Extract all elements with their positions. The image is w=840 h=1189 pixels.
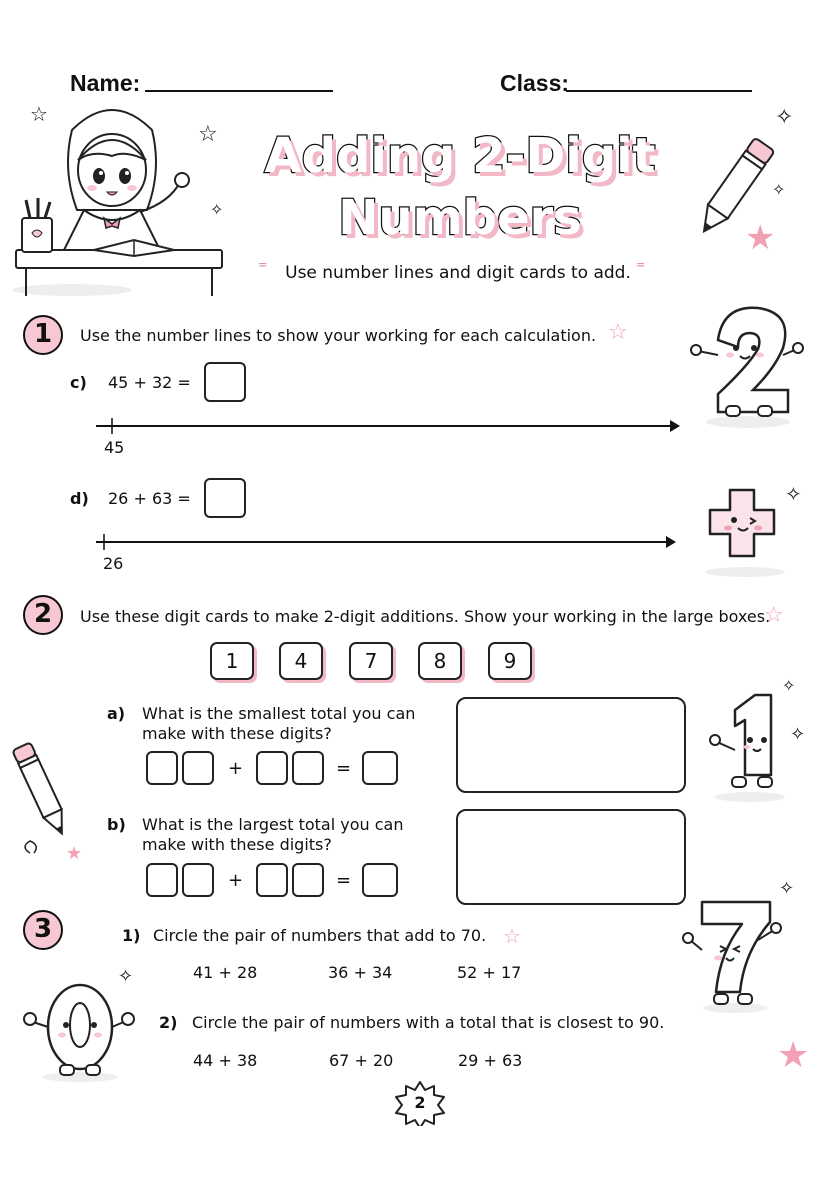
q3-option[interactable]: 41 + 28 — [193, 963, 258, 982]
sparkle-icon: ✧ — [118, 966, 134, 987]
q3-part-text: Circle the pair of numbers that add to 70. — [153, 926, 487, 945]
q3-option[interactable]: 44 + 38 — [193, 1051, 258, 1070]
number-line[interactable] — [92, 414, 682, 438]
q2-part-label: b) — [107, 815, 126, 834]
sparkle-icon: ✧ — [210, 200, 224, 219]
class-label: Class: — [500, 70, 570, 96]
pencil-icon — [10, 735, 80, 860]
name-field[interactable] — [145, 90, 333, 92]
star-icon: ☆ — [608, 320, 628, 345]
digit-box[interactable] — [182, 863, 214, 897]
digit-card[interactable]: 1 — [210, 642, 254, 680]
working-box[interactable] — [456, 809, 686, 905]
digit-box[interactable] — [146, 863, 178, 897]
digit-card[interactable]: 7 — [349, 642, 393, 680]
page-title-line2: Numbers — [338, 190, 582, 246]
sparkle-icon: ✧ — [772, 180, 786, 199]
digit-box[interactable] — [292, 863, 324, 897]
q2-part-label: a) — [107, 704, 126, 723]
q2-part-question-line2: make with these digits? — [142, 724, 332, 743]
name-label: Name: — [70, 70, 141, 96]
working-box[interactable] — [456, 697, 686, 793]
number-zero-character — [18, 975, 138, 1085]
number-seven-character — [680, 890, 790, 1015]
q3-option[interactable]: 36 + 34 — [328, 963, 393, 982]
number-line-start-label: 45 — [104, 438, 125, 457]
plus-sign: + — [228, 870, 244, 891]
plus-character — [690, 480, 800, 580]
subtitle: Use number lines and digit cards to add. — [285, 263, 631, 283]
star-pink-icon: ★ — [745, 218, 776, 258]
q2-part-question-line1: What is the smallest total you can — [142, 704, 416, 723]
digit-card[interactable]: 9 — [488, 642, 532, 680]
q1-item-expression: 45 + 32 = — [108, 373, 191, 392]
page-title-line1: Adding 2-Digit — [264, 128, 656, 184]
digit-box[interactable] — [256, 751, 288, 785]
plus-sign: + — [228, 758, 244, 779]
sparkle-icon: ✧ — [779, 878, 795, 899]
q1-answer-box[interactable] — [204, 478, 246, 518]
digit-box[interactable] — [362, 863, 398, 897]
q1-item-expression: 26 + 63 = — [108, 489, 191, 508]
q2-part-question-line1: What is the largest total you can — [142, 815, 404, 834]
q3-option[interactable]: 29 + 63 — [458, 1051, 523, 1070]
q1-item-label: d) — [70, 489, 89, 508]
question-1-instruction: Use the number lines to show your working for each calculation. — [80, 326, 597, 345]
q3-part-text: Circle the pair of numbers with a total that is closest to 90. — [192, 1013, 665, 1032]
q2-part-question-line2: make with these digits? — [142, 835, 332, 854]
question-1-badge: 1 — [23, 315, 63, 355]
star-pink-icon: ★ — [66, 843, 83, 864]
sparkle-icon: ✧ — [790, 724, 806, 745]
number-two-character — [688, 300, 808, 430]
sparkle-icon: ✧ — [775, 105, 794, 130]
star-icon: ☆ — [503, 924, 521, 948]
digit-box[interactable] — [292, 751, 324, 785]
equals-sign: = — [336, 870, 352, 891]
digit-box[interactable] — [146, 751, 178, 785]
number-line[interactable] — [92, 530, 682, 554]
q3-part-label: 2) — [159, 1013, 178, 1032]
digit-card[interactable]: 4 — [279, 642, 323, 680]
equals-sign: = — [336, 758, 352, 779]
digit-box[interactable] — [182, 751, 214, 785]
subtitle-deco-right: ⁼ — [636, 258, 646, 279]
star-icon: ☆ — [198, 122, 218, 147]
number-one-character — [700, 685, 800, 805]
digit-box[interactable] — [362, 751, 398, 785]
q1-item-label: c) — [70, 373, 87, 392]
q3-option[interactable]: 67 + 20 — [329, 1051, 394, 1070]
star-icon: ☆ — [764, 603, 784, 628]
question-2-instruction: Use these digit cards to make 2-digit additions. Show your working in the large boxes. — [80, 607, 771, 626]
digit-card[interactable]: 8 — [418, 642, 462, 680]
star-icon: ☆ — [30, 102, 48, 126]
digit-box[interactable] — [256, 863, 288, 897]
q3-part-label: 1) — [122, 926, 141, 945]
star-pink-icon: ★ — [777, 1035, 810, 1076]
sparkle-icon: ✧ — [785, 482, 802, 506]
q3-option[interactable]: 52 + 17 — [457, 963, 522, 982]
question-2-badge: 2 — [23, 595, 63, 635]
subtitle-deco-left: ⁼ — [258, 258, 268, 279]
q1-answer-box[interactable] — [204, 362, 246, 402]
girl-reading-illustration — [12, 100, 227, 300]
sparkle-icon: ✧ — [782, 676, 796, 695]
question-3-badge: 3 — [23, 910, 63, 950]
number-line-start-label: 26 — [103, 554, 124, 573]
class-field[interactable] — [566, 90, 752, 92]
page-number: 2 — [414, 1093, 426, 1112]
